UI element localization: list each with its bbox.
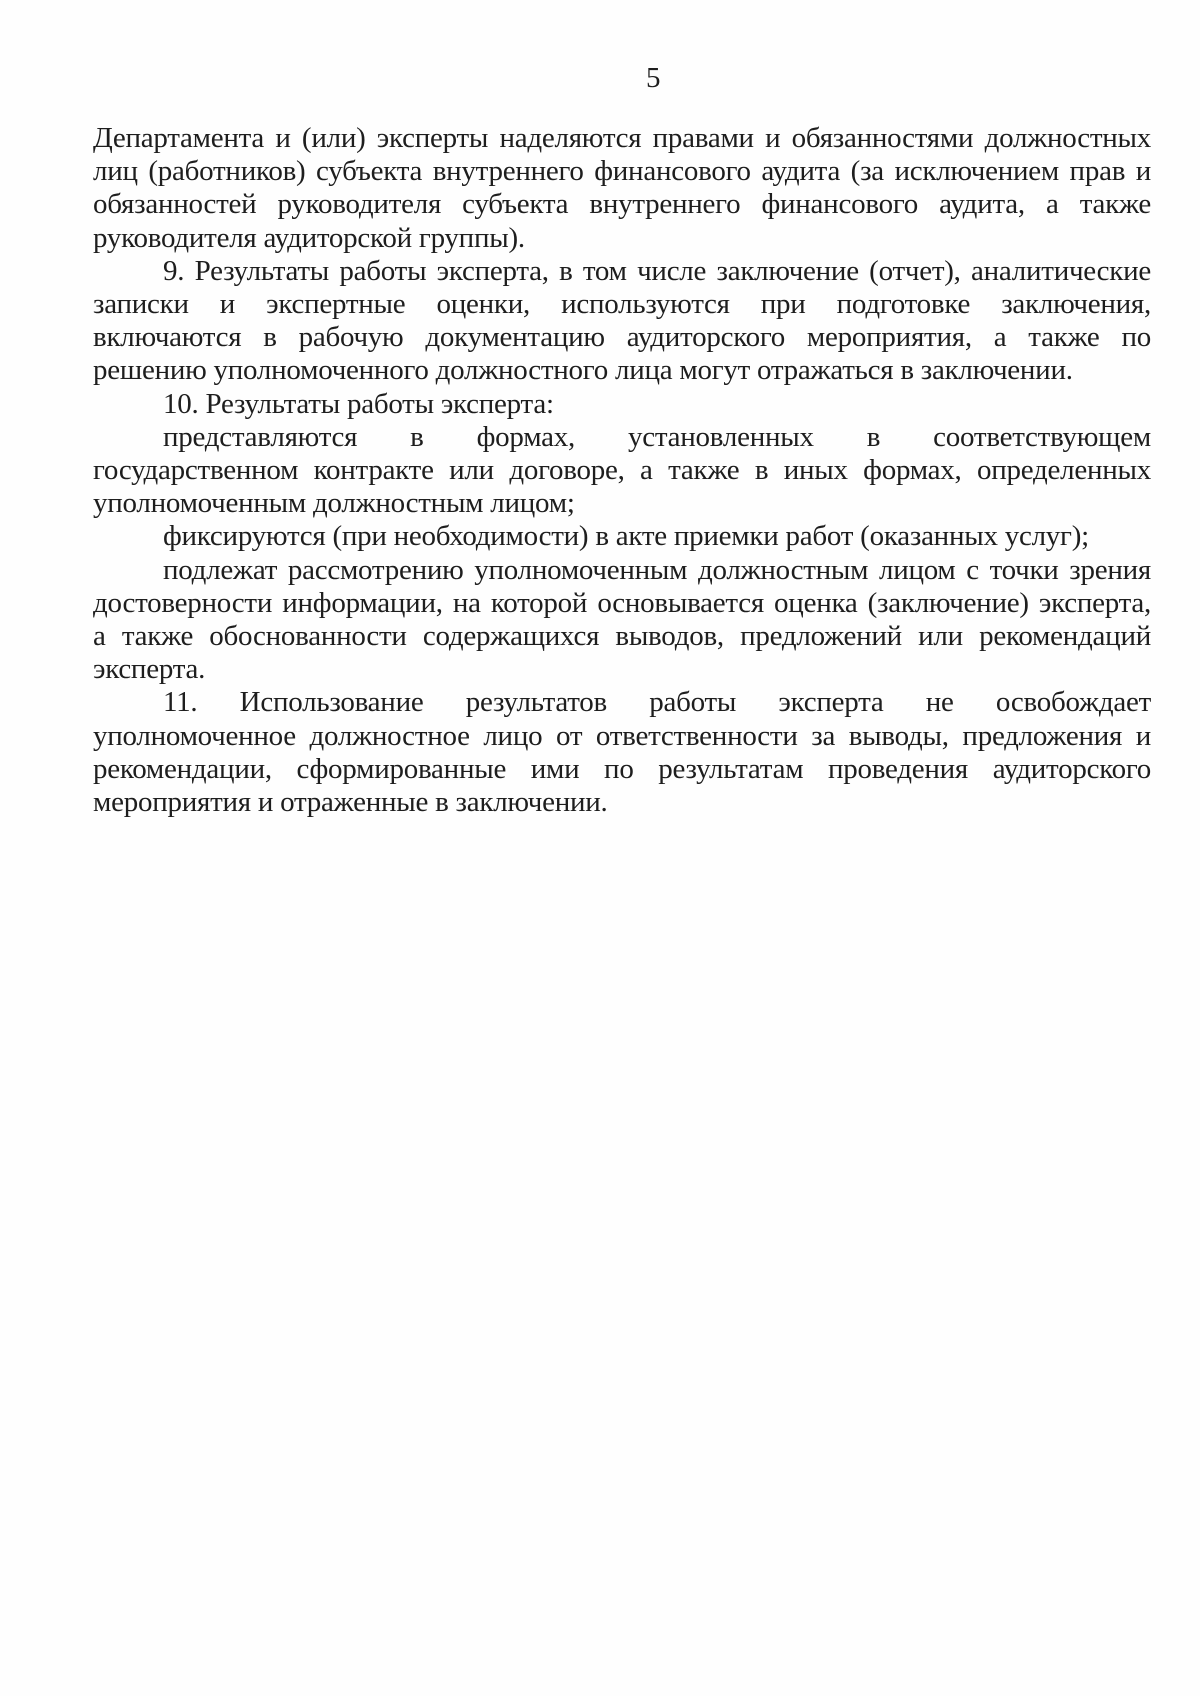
text-line: руководителя аудиторской группы). bbox=[93, 221, 525, 254]
text-line: 10. Результаты работы эксперта: bbox=[163, 387, 554, 420]
text-line: уполномоченное должностное лицо от ответственности за выводы, предложения и bbox=[93, 719, 1151, 752]
document-body bbox=[93, 122, 1151, 819]
text-line: мероприятия и отраженные в заключении. bbox=[93, 786, 608, 819]
text-line: записки и экспертные оценки, используются при подготовке заключения, bbox=[93, 288, 1151, 321]
text-line: Департамента и (или) эксперты наделяются правами и обязанностями должностных bbox=[93, 122, 1151, 154]
text-line: лиц (работников) субъекта внутреннего финансового аудита (за исключением прав и bbox=[93, 155, 1151, 188]
paragraph-continuation bbox=[93, 122, 1151, 255]
text-line: рекомендации, сформированные ими по результатам проведения аудиторского bbox=[93, 752, 1151, 785]
text-line: обязанностей руководителя субъекта внутреннего финансового аудита, а также bbox=[93, 188, 1151, 221]
text-line: решению уполномоченного должностного лица могут отражаться в заключении. bbox=[93, 354, 1073, 387]
text-line: включаются в рабочую документацию аудиторского мероприятия, а также по bbox=[93, 321, 1151, 354]
paragraph-10-sub-1 bbox=[93, 421, 1151, 521]
paragraph-10 bbox=[93, 388, 1151, 421]
text-line: 11. Использование результатов работы эксперта не освобождает bbox=[163, 686, 1151, 719]
paragraph-9 bbox=[93, 255, 1151, 388]
text-line: эксперта. bbox=[93, 653, 206, 686]
text-line: 9. Результаты работы эксперта, в том числе заключение (отчет), аналитические bbox=[163, 254, 1151, 287]
paragraph-10-sub-2 bbox=[93, 520, 1151, 553]
text-line: представляются в формах, установленных в соответствующем bbox=[163, 420, 1151, 453]
paragraph-10-sub-3 bbox=[93, 554, 1151, 687]
text-line: подлежат рассмотрению уполномоченным должностным лицом с точки зрения bbox=[163, 553, 1151, 586]
text-line: уполномоченным должностным лицом; bbox=[93, 487, 575, 520]
text-line: государственном контракте или договоре, а также в иных формах, определенных bbox=[93, 454, 1151, 487]
paragraph-11 bbox=[93, 686, 1151, 819]
text-line: а также обоснованности содержащихся выводов, предложений или рекомендаций bbox=[93, 620, 1151, 653]
text-line: фиксируются (при необходимости) в акте приемки работ (оказанных услуг); bbox=[163, 520, 1089, 553]
page-number: 5 bbox=[646, 62, 661, 94]
text-line: достоверности информации, на которой основывается оценка (заключение) эксперта, bbox=[93, 586, 1151, 619]
